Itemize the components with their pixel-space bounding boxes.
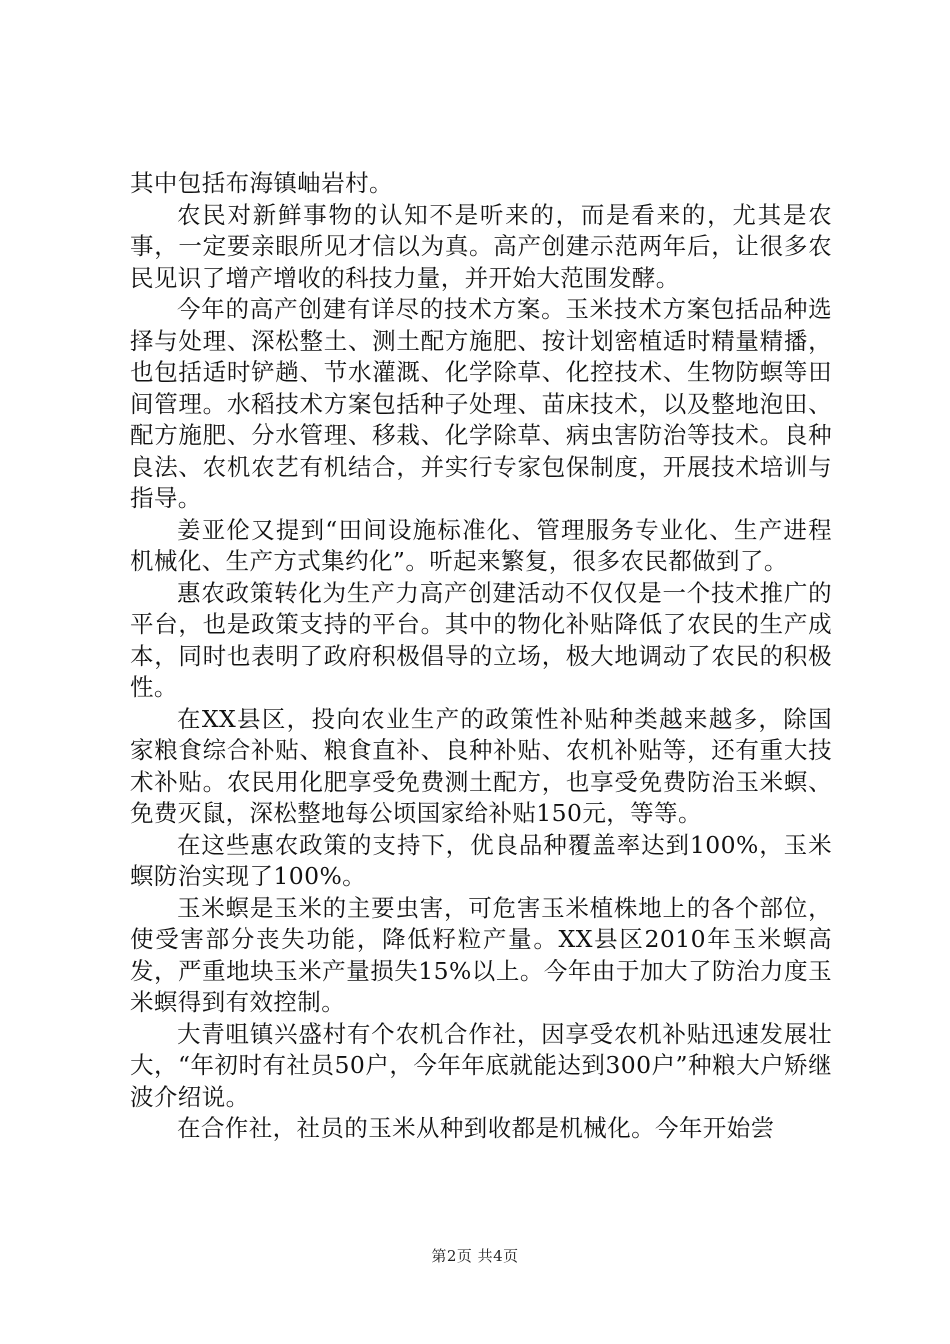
paragraph: 在这些惠农政策的支持下，优良品种覆盖率达到100%，玉米螟防治实现了100%。: [130, 830, 832, 890]
paragraph: 其中包括布海镇岫岩村。: [130, 169, 393, 197]
paragraph: 在XX县区，投向农业生产的政策性补贴种类越来越多，除国家粮食综合补贴、粮食直补、良种补贴、农机补贴等，还有重大技术补贴。农民用化肥享受免费测土配方，也享受免费防治玉米螟、免费灭鼠，深松整地每公顷国家给补贴150元，等等。: [130, 704, 832, 827]
paragraph: 农民对新鲜事物的认知不是听来的，而是看来的，尤其是农事，一定要亲眼所见才信以为真。高产创建示范两年后，让很多农民见识了增产增收的科技力量，并开始大范围发酵。: [130, 200, 832, 292]
paragraph: 在合作社，社员的玉米从种到收都是机械化。今年开始尝: [177, 1114, 775, 1142]
page-footer: [0, 1245, 950, 1266]
paragraph: 姜亚伦又提到“田间设施标准化、管理服务专业化、生产进程机械化、生产方式集约化”。听起来繁复，很多农民都做到了。: [130, 515, 832, 575]
paragraph: 今年的高产创建有详尽的技术方案。玉米技术方案包括品种选择与处理、深松整土、测土配方施肥、按计划密植适时精量精播，也包括适时铲趟、节水灌溉、化学除草、化控技术、生物防螟等田间管理。水稻技术方案包括种子处理、苗床技术，以及整地泡田、配方施肥、分水管理、移栽、化学除草、病虫害防治等技术。良种良法、农机农艺有机结合，并实行专家包保制度，开展技术培训与指导。: [130, 295, 832, 512]
paragraph: 惠农政策转化为生产力高产创建活动不仅仅是一个技术推广的平台，也是政策支持的平台。其中的物化补贴降低了农民的生产成本，同时也表明了政府积极倡导的立场，极大地调动了农民的积极性。: [130, 578, 832, 701]
document-body: [130, 168, 832, 1145]
paragraph: 玉米螟是玉米的主要虫害，可危害玉米植株地上的各个部位，使受害部分丧失功能，降低籽粒产量。XX县区2010年玉米螟高发，严重地块玉米产量损失15%以上。今年由于加大了防治力度玉米螟得到有效控制。: [130, 893, 832, 1016]
paragraph: 大青咀镇兴盛村有个农机合作社，因享受农机补贴迅速发展壮大，“年初时有社员50户，今年年底就能达到300户”种粮大户矫继波介绍说。: [130, 1019, 832, 1111]
page-number: 第2页 共4页: [431, 1247, 519, 1265]
